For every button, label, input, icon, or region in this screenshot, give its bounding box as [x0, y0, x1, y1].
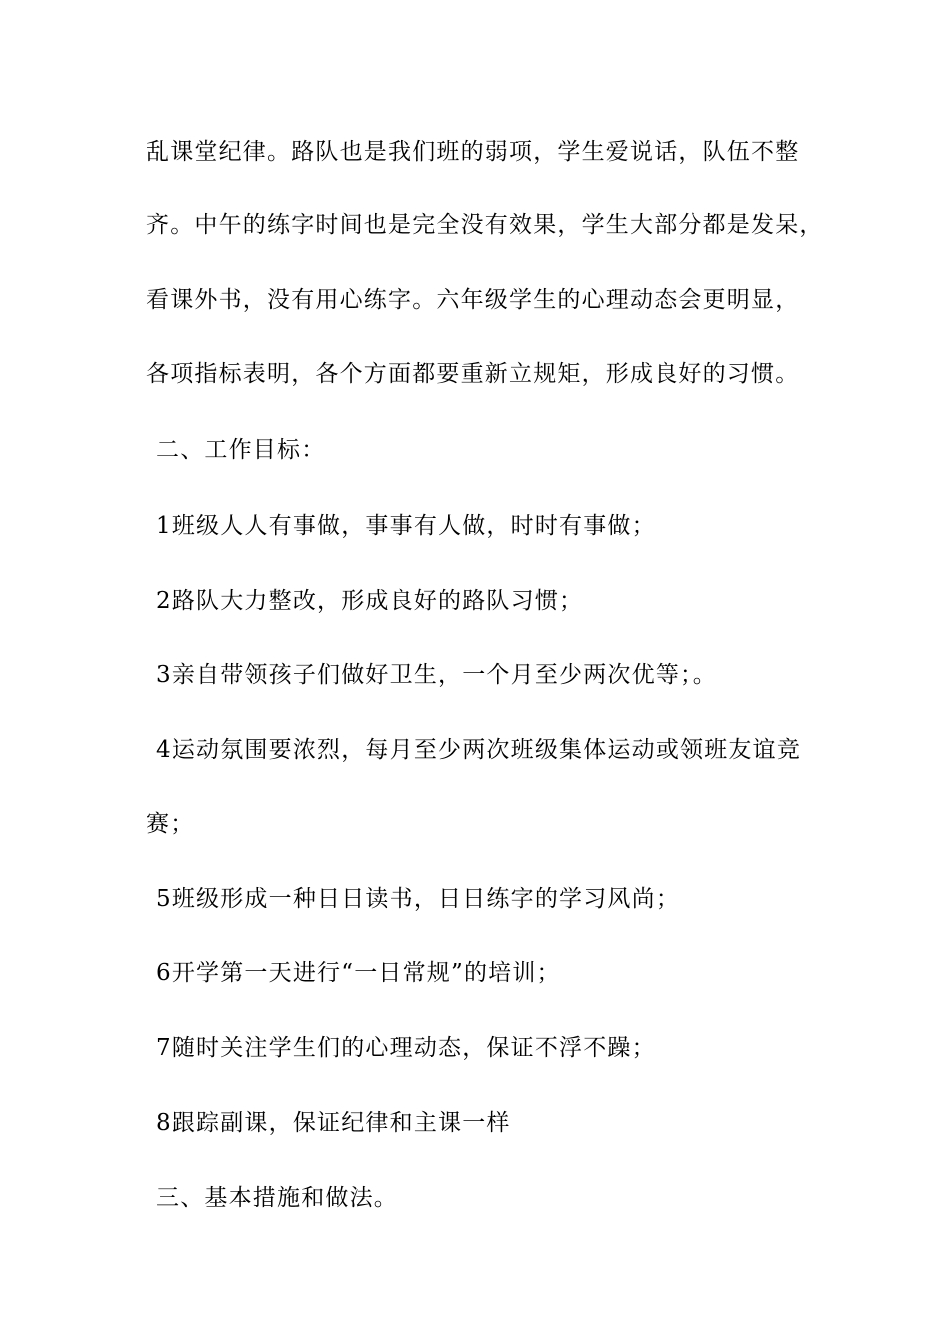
list-item: 4运动氛围要浓烈，每月至少两次班级集体运动或领班友谊竞	[156, 737, 802, 763]
list-item: 8跟踪副课，保证纪律和主课一样	[156, 1110, 511, 1136]
list-item-continuation: 赛；	[146, 811, 195, 837]
list-item: 7随时关注学生们的心理动态，保证不浮不躁；	[156, 1035, 656, 1061]
paragraph-line: 看课外书，没有用心练字。六年级学生的心理动态会更明显，	[146, 287, 800, 313]
list-item: 2路队大力整改，形成良好的路队习惯；	[156, 588, 584, 614]
list-item: 1班级人人有事做，事事有人做，时时有事做；	[156, 513, 656, 539]
list-item: 6开学第一天进行“一日常规”的培训；	[156, 960, 561, 986]
section-heading: 三、基本措施和做法。	[156, 1185, 398, 1211]
paragraph-line: 各项指标表明，各个方面都要重新立规矩，形成良好的习惯。	[146, 361, 800, 387]
paragraph-line: 乱课堂纪律。路队也是我们班的弱项，学生爱说话，队伍不整	[146, 139, 800, 165]
list-item: 5班级形成一种日日读书，日日练字的学习风尚；	[156, 886, 681, 912]
list-item: 3亲自带领孩子们做好卫生，一个月至少两次优等；。	[156, 662, 717, 688]
paragraph-line: 齐。中午的练字时间也是完全没有效果，学生大部分都是发呆，	[146, 212, 824, 238]
section-heading: 二、工作目标：	[156, 437, 326, 463]
